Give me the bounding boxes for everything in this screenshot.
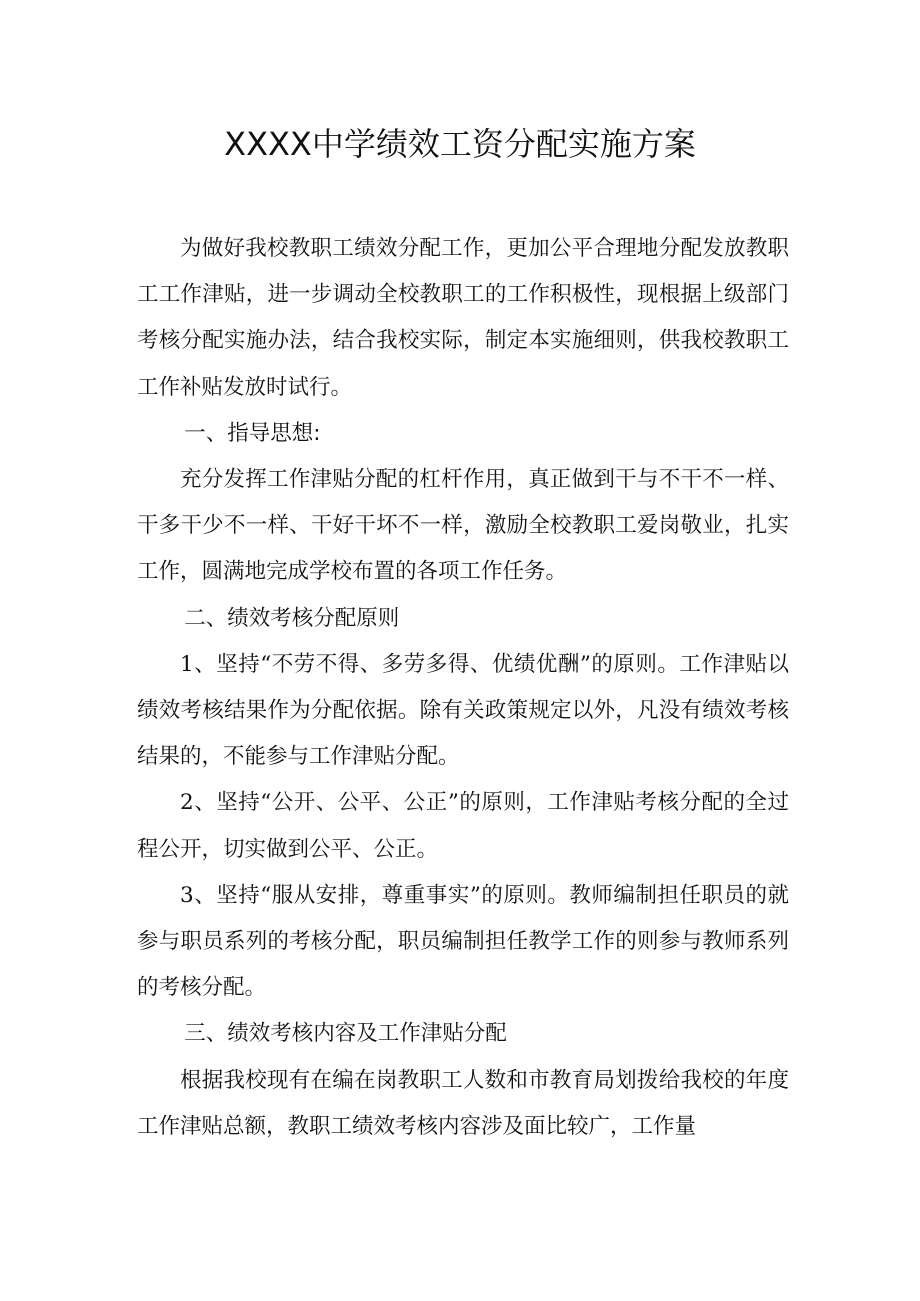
intro-paragraph: 为做好我校教职工绩效分配工作，更加公平合理地分配发放教职工工作津贴，进一步调动全校教职工的工作积极性，现根据上级部门考核分配实施办法，结合我校实际，制定本实施细则，供我校教职工工作补贴发放时试行。 [137,236,789,400]
section-heading-content-and-allocation: 三、绩效考核内容及工作津贴分配 [184,1021,507,1047]
section-2-paragraph-2: 2、坚持“公开、公平、公正”的原则，工作津贴考核分配的全过程公开，切实做到公平、公正。 [137,790,789,862]
section-1-paragraph-1: 充分发挥工作津贴分配的杠杆作用，真正做到干与不干不一样、干多干少不一样、干好干坏不一样，激励全校教职工爱岗敬业，扎实工作，圆满地完成学校布置的各项工作任务。 [137,467,789,585]
section-2-paragraph-1: 1、坚持“不劳不得、多劳多得、优绩优酬”的原则。工作津贴以绩效考核结果作为分配依据。除有关政策规定以外，凡没有绩效考核结果的，不能参与工作津贴分配。 [137,651,789,770]
section-3-paragraph-1: 根据我校现有在编在岗教职工人数和市教育局划拨给我校的年度工作津贴总额，教职工绩效考核内容涉及面比较广，工作量 [137,1067,789,1139]
document-title: XXXX中学绩效工资分配实施方案 [224,125,696,163]
section-heading-principles: 二、绩效考核分配原则 [184,605,400,631]
section-2-paragraph-3: 3、坚持“服从安排，尊重事实”的原则。教师编制担任职员的就参与职员系列的考核分配，职员编制担任教学工作的则参与教师系列的考核分配。 [137,882,789,1001]
section-heading-guiding-ideology: 一、指导思想: [184,420,321,446]
document-body [137,226,789,1150]
